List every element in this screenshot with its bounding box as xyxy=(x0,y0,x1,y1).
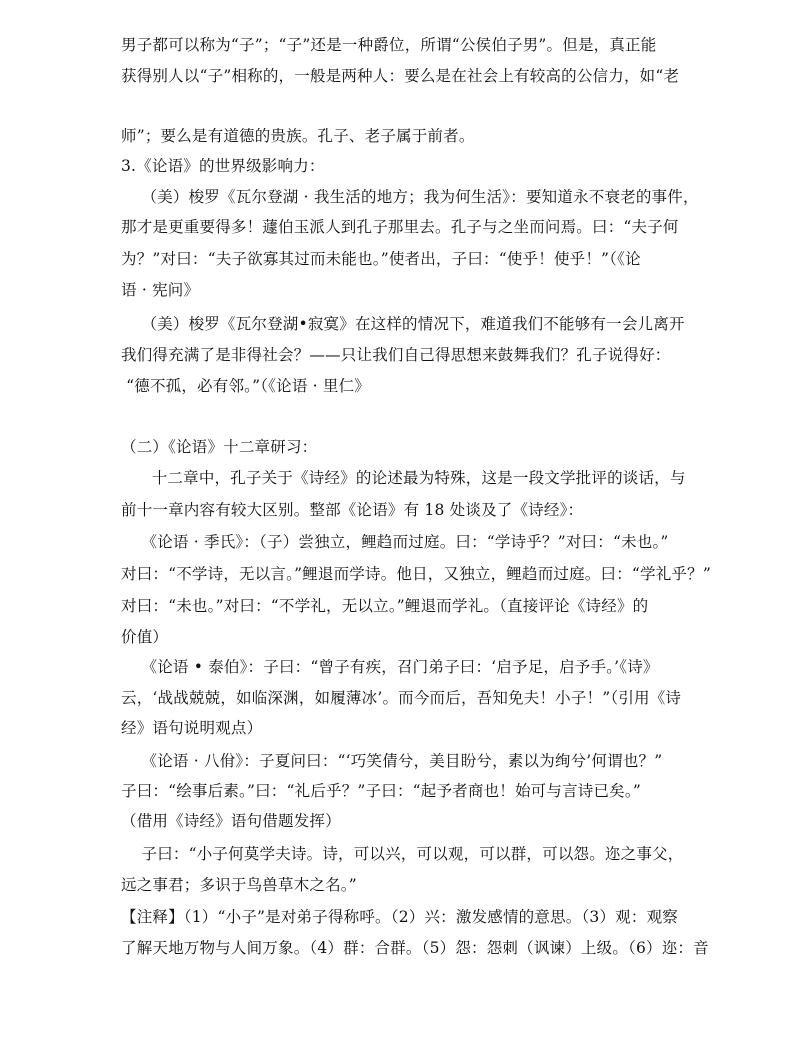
annotation-line: 【注释】（1）“小子”是对弟子得称呼。（2）兴：激发感情的意思。（3）观：观察 xyxy=(121,908,678,926)
text-line: （借用《诗经》语句借题发挥） xyxy=(121,812,341,830)
text-line: 那才是更重要得多！蘧伯玉派人到孔子那里去。孔子与之坐而问焉。曰：“夫子何 xyxy=(121,218,679,236)
text-line: 获得别人以“子”相称的，一般是两种人：要么是在社会上有较高的公信力，如“老 xyxy=(121,67,680,85)
text-line: 我们得充满了是非得社会？——只让我们自己得思想来鼓舞我们？孔子说得好： xyxy=(121,346,671,364)
text-line: 男子都可以称为“子”；“子”还是一种爵位，所谓“公侯伯子男”。但是，真正能 xyxy=(121,36,657,54)
text-line: 经》语句说明观点） xyxy=(121,719,263,737)
text-line: 前十一章内容有较大区别。整部《论语》有 18 处谈及了《诗经》： xyxy=(121,501,584,519)
text-line: （美）梭罗《瓦尔登湖 · 我生活的地方；我为何生活》：要知道永不衰老的事件， xyxy=(121,188,699,206)
text-line: “德不孤，必有邻。”（《论语 · 里仁》 xyxy=(121,377,371,395)
text-line: 价值） xyxy=(121,628,169,646)
text-line: 云，‘战战兢兢，如临深渊，如履薄冰’。而今而后，吾知免夫！小子！”（引用《诗 xyxy=(121,689,682,707)
text-line: 对曰：“未也。”对曰：“不学礼，无以立。”鲤退而学礼。（直接评论《诗经》的 xyxy=(121,597,649,615)
text-line: 十二章中，孔子关于《诗经》的论述最为特殊，这是一段文学批评的谈话，与 xyxy=(121,469,686,487)
text-line: 子曰：“绘事后素。”曰：“礼后乎？”子曰：“起予者商也！始可与言诗已矣。” xyxy=(121,782,641,800)
text-line: 语 · 宪问》 xyxy=(121,281,200,299)
text-line: 《论语 · 八佾》：子夏问曰：“‘巧笑倩兮，美目盼兮，素以为绚兮’何谓也？” xyxy=(121,752,663,770)
text-line: 对曰：“不学诗，无以言。”鲤退而学诗。他日，又独立，鲤趋而过庭。曰：“学礼乎？” xyxy=(121,565,711,583)
text-line: 子曰：“小子何莫学夫诗。诗，可以兴，可以观，可以群，可以怨。迩之事父， xyxy=(121,845,684,863)
text-line: 远之事君；多识于鸟兽草木之名。” xyxy=(121,876,357,894)
section-heading: （二）《论语》十二章研习： xyxy=(121,438,318,456)
text-line: （美）梭罗《瓦尔登湖•寂寞》在这样的情况下，难道我们不能够有一会儿离开 xyxy=(121,315,685,333)
text-line: 师”；要么是有道德的贵族。孔子、老子属于前者。 xyxy=(121,127,475,145)
text-line: 《论语 • 泰伯》：子曰：“曾子有疾，召门弟子曰：‘启予足，启予手。’《诗》 xyxy=(121,658,659,676)
text-line: 为？”对曰：“夫子欲寡其过而未能也。”使者出，子曰：“使乎！使乎！”（《论 xyxy=(121,250,641,268)
annotation-line: 了解天地万物与人间万象。（4）群：合群。（5）怨：怨刺（讽谏）上级。（6）迩：音 xyxy=(121,939,709,957)
section-heading: 3.《论语》的世界级影响力： xyxy=(121,157,325,175)
text-line: 《论语 · 季氏》：（子）尝独立，鲤趋而过庭。曰：“学诗乎？”对曰：“未也。” xyxy=(121,533,669,551)
